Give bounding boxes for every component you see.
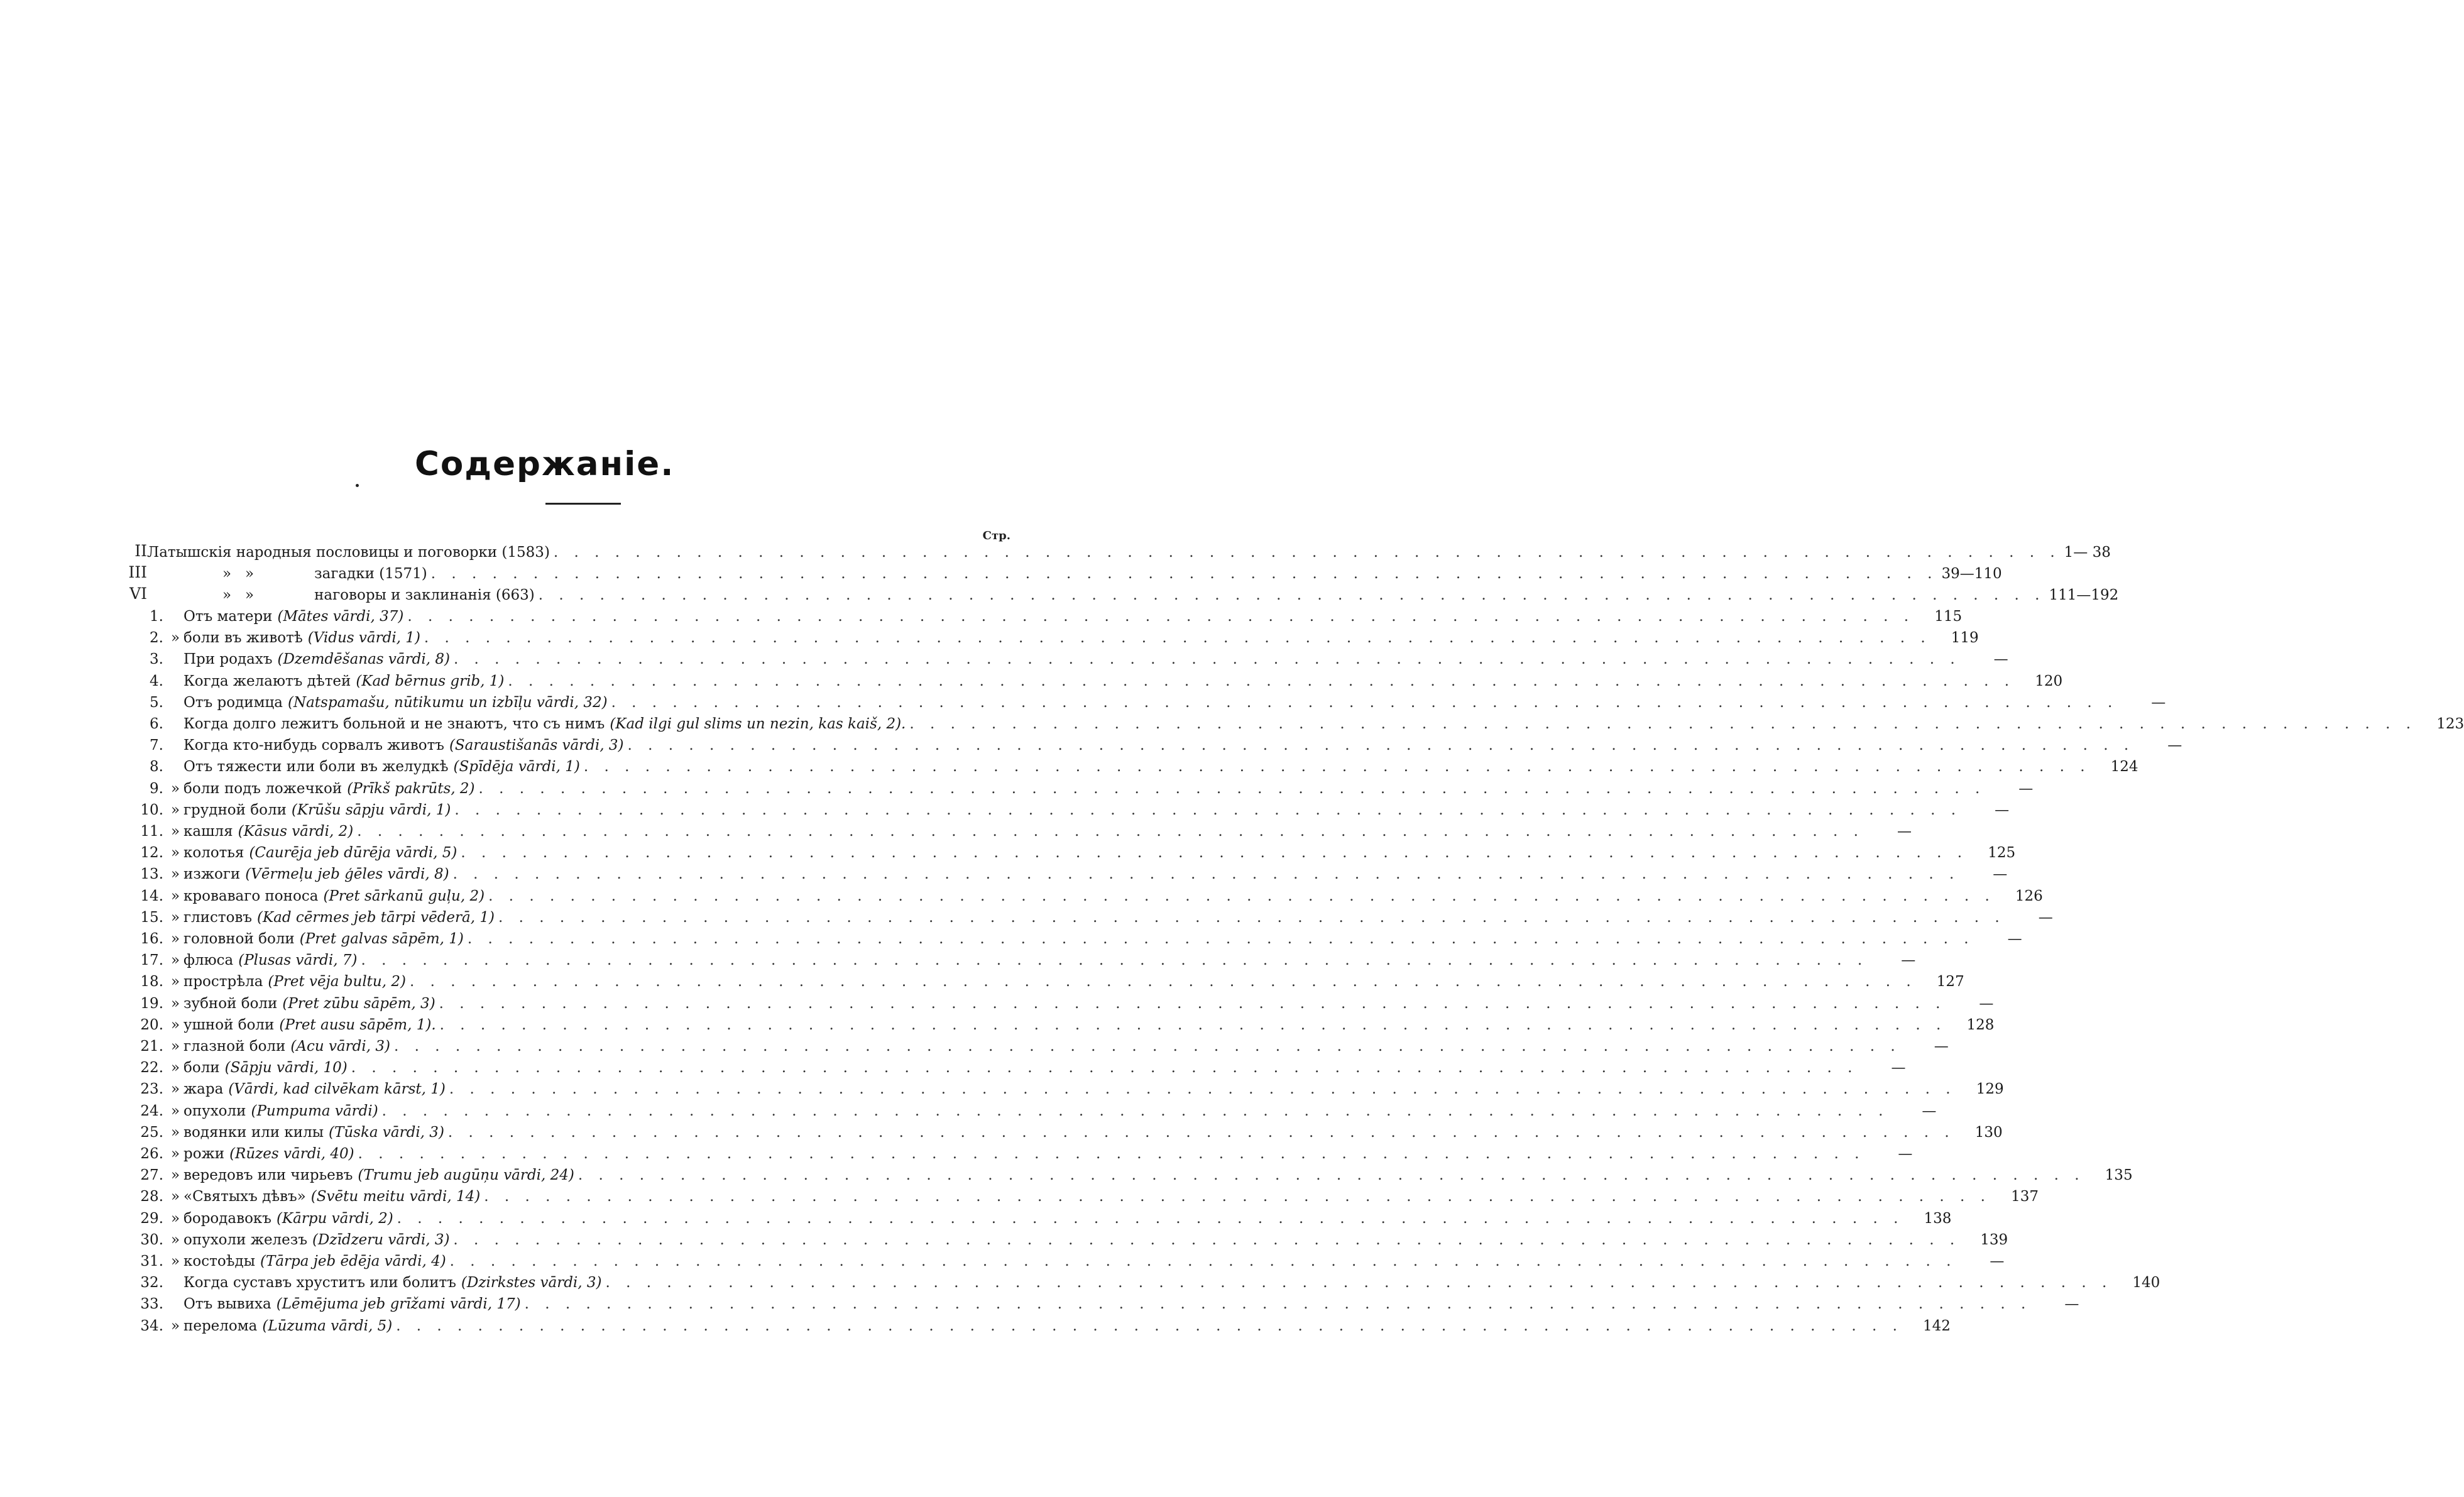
dot-leader: . . . . . . . . . . . . . . . . . . . . . . . . . . . . . . . . . . . . . . . . . . . . . . . . . . . . . . . . . . . . . . . . . . . . . . . . . . [449, 1253, 1957, 1269]
page-number: 129 [1976, 1081, 2004, 1098]
page-number: 119 [1951, 630, 1979, 647]
section-title: наговоры и заклинанія (663) [314, 587, 535, 603]
entry-title: Когда кто-нибудь сорвалъ животъ [183, 737, 444, 754]
entry-latvian-title: (Vērmeļu jeb ģēles vārdi, 8) [245, 866, 449, 883]
entry-latvian-title: (Tūska vārdi, 3) [329, 1124, 444, 1141]
toc-entry [137, 759, 2138, 780]
dot-leader: . . . . . . . . . . . . . . . . . . . . . . . . . . . . . . . . . . . . . . . . . . . . . . . . . . . . . . . . . . . . . . . . . . . . . . . . . . [461, 845, 1968, 862]
entry-latvian-title: (Svētu meitu vārdi, 14) [310, 1188, 481, 1205]
entry-latvian-title: (Tārpa jeb ēdēja vārdi, 4) [260, 1253, 446, 1269]
page-number: 124 [2110, 759, 2138, 776]
dot-leader: . . . . . . . . . . . . . . . . . . . . . . . . . . . . . . . . . . . . . . . . . . . . . . . . . . . . . . . . . . . . . . . . . . . . . . . . . . [524, 1296, 2032, 1313]
entry-title: Отъ вывиха [183, 1296, 271, 1313]
entry-title: При родахъ [183, 651, 273, 668]
entry-number: 15. [140, 909, 163, 926]
dot-leader: . . . . . . . . . . . . . . . . . . . . . . . . . . . . . . . . . . . . . . . . . . . . . . . . . . . . . . . . . . . . . . . . . . . . . . . . . . [484, 1188, 1991, 1205]
ditto-mark: » [170, 1081, 180, 1098]
entry-number: 28. [140, 1188, 163, 1205]
entry-latvian-title: (Pret vēja bultu, 2) [268, 973, 406, 990]
entry-title: костоѣды [183, 1253, 256, 1269]
entry-number: 3. [150, 651, 163, 668]
toc-entry [137, 1146, 1913, 1167]
page-number: — [1993, 866, 2008, 883]
entry-latvian-title: (Rūzes vārdi, 40) [229, 1146, 354, 1162]
dot-leader: . . . . . . . . . . . . . . . . . . . . . . . . . . . . . . . . . . . . . . . . . . . . . . . . . . . . . . . . . . . . . . . . . . . . . . . . . . [453, 651, 1961, 668]
toc-entry [137, 1167, 2133, 1188]
dot-leader: . . . . . . . . . . . . . . . . . . . . . . . . . . . . . . . . . . . . . . . . . . . . . . . . . . . . . . . . . . . . . . . . . . . . . . . . . . [439, 1016, 1947, 1033]
entry-title: флюса [183, 952, 234, 969]
entry-latvian-title: (Sāpju vārdi, 10) [224, 1060, 348, 1077]
entry-title: Когда суставъ хруститъ или болитъ [183, 1275, 456, 1291]
dot-leader: . . . . . . . . . . . . . . . . . . . . . . . . . . . . . . . . . . . . . . . . . . . . . . . . . . . . . . . . . . . . . . . . . . . . . . . . . . [358, 1146, 1865, 1162]
entry-number: 7. [150, 737, 163, 754]
ditto-mark: » [170, 845, 180, 862]
toc-entry [137, 1275, 2160, 1296]
dot-leader: . . . . . . . . . . . . . . . . . . . . . . . . . . . . . . . . . . . . . . . . . . . . . . . . . . . . . . . . . . . . . . . . . . . . . . . . . . [553, 544, 2061, 561]
toc-entry [137, 801, 2010, 823]
entry-number: 29. [140, 1210, 163, 1227]
entry-title: глистовъ [183, 909, 253, 926]
entry-title: кашля [183, 823, 233, 840]
entry-number: 5. [150, 694, 163, 711]
entry-latvian-title: (Dzirkstes vārdi, 3) [461, 1275, 602, 1291]
entry-latvian-title: (Acu vārdi, 3) [290, 1038, 390, 1055]
entry-number: 33. [140, 1296, 163, 1313]
toc-entry [137, 716, 2464, 737]
entry-latvian-title: (Pumpuma vārdi) [251, 1102, 378, 1119]
entry-number: 4. [150, 672, 163, 689]
entry-latvian-title: (Kad bērnus grib, 1) [356, 672, 505, 689]
dot-leader: . . . . . . . . . . . . . . . . . . . . . . . . . . . . . . . . . . . . . . . . . . . . . . . . . . . . . . . . . . . . . . . . . . . . . . . . . . [909, 716, 2417, 732]
toc-entry [137, 780, 2034, 802]
dot-leader: . . . . . . . . . . . . . . . . . . . . . . . . . . . . . . . . . . . . . . . . . . . . . . . . . . . . . . . . . . . . . . . . . . . . . . . . . . [393, 1038, 1901, 1055]
page-number: — [2018, 780, 2034, 797]
entry-number: 21. [140, 1038, 163, 1055]
toc-entry [137, 887, 2043, 909]
toc-entry [137, 1081, 2004, 1102]
entry-number: 34. [140, 1317, 163, 1334]
section-row [147, 544, 2111, 566]
toc-entry [137, 931, 2022, 952]
entry-title: боли подъ ложечкой [183, 780, 342, 797]
page-number: — [2038, 909, 2053, 926]
ditto-mark: » [170, 995, 180, 1012]
entry-title: кроваваго поноса [183, 887, 319, 904]
dot-leader: . . . . . . . . . . . . . . . . . . . . . . . . . . . . . . . . . . . . . . . . . . . . . . . . . . . . . . . . . . . . . . . . . . . . . . . . . . [605, 1275, 2113, 1291]
entry-latvian-title: (Natspamašu, nūtikumu un izbīļu vārdi, 32) [287, 694, 608, 711]
dot-leader: . . . . . . . . . . . . . . . . . . . . . . . . . . . . . . . . . . . . . . . . . . . . . . . . . . . . . . . . . . . . . . . . . . . . . . . . . . [357, 823, 1864, 840]
page-number: — [1993, 651, 2008, 668]
page-number: 139 [1980, 1231, 2008, 1248]
entry-title: Когда желаютъ дѣтей [183, 672, 351, 689]
dot-leader: . . . . . . . . . . . . . . . . . . . . . . . . . . . . . . . . . . . . . . . . . . . . . . . . . . . . . . . . . . . . . . . . . . . . . . . . . . [508, 672, 2015, 689]
print-speck [356, 484, 359, 487]
page-number: — [1898, 1146, 1913, 1162]
entry-latvian-title: (Vārdi, kad cilvēkam kārst, 1) [228, 1081, 446, 1098]
toc-entry [137, 1296, 2079, 1317]
page-number: 137 [2011, 1188, 2039, 1205]
page-number: 140 [2132, 1275, 2160, 1291]
dot-leader: . . . . . . . . . . . . . . . . . . . . . . . . . . . . . . . . . . . . . . . . . . . . . . . . . . . . . . . . . . . . . . . . . . . . . . . . . . [538, 587, 2045, 603]
entry-latvian-title: (Kad ilgi gul slims un nezin, kas kaiš, 2). [610, 716, 906, 732]
page-number: 135 [2105, 1167, 2133, 1184]
dot-leader: . . . . . . . . . . . . . . . . . . . . . . . . . . . . . . . . . . . . . . . . . . . . . . . . . . . . . . . . . . . . . . . . . . . . . . . . . . [351, 1060, 1858, 1077]
toc-entry [137, 1060, 1906, 1081]
page-number: 130 [1974, 1124, 2003, 1141]
dot-leader: . . . . . . . . . . . . . . . . . . . . . . . . . . . . . . . . . . . . . . . . . . . . . . . . . . . . . . . . . . . . . . . . . . . . . . . . . . [627, 737, 2135, 754]
ditto-mark: » [170, 973, 180, 990]
toc-entry [137, 694, 2166, 716]
dot-leader: . . . . . . . . . . . . . . . . . . . . . . . . . . . . . . . . . . . . . . . . . . . . . . . . . . . . . . . . . . . . . . . . . . . . . . . . . . [424, 630, 1931, 647]
entry-title: изжоги [183, 866, 241, 883]
entry-number: 2. [150, 630, 163, 647]
entry-title: бородавокъ [183, 1210, 271, 1227]
toc-entry [137, 651, 2008, 672]
entry-title: опухоли железъ [183, 1231, 307, 1248]
toc-entry [137, 1124, 2003, 1146]
dot-leader: . . . . . . . . . . . . . . . . . . . . . . . . . . . . . . . . . . . . . . . . . . . . . . . . . . . . . . . . . . . . . . . . . . . . . . . . . . [454, 801, 1962, 818]
entry-latvian-title: (Lēmējuma jeb grīžami vārdi, 17) [276, 1296, 521, 1313]
ditto-mark: » [170, 1038, 180, 1055]
ditto-mark: » [170, 1060, 180, 1077]
entry-title: глазной боли [183, 1038, 286, 1055]
entry-number: 9. [150, 780, 163, 797]
entry-title: Отъ матери [183, 608, 273, 625]
entry-latvian-title: (Pret ausu sāpēm, 1). [279, 1016, 436, 1033]
page-number: 127 [1936, 973, 1964, 990]
dot-leader: . . . . . . . . . . . . . . . . . . . . . . . . . . . . . . . . . . . . . . . . . . . . . . . . . . . . . . . . . . . . . . . . . . . . . . . . . . [409, 973, 1917, 990]
section-roman-numeral: II [134, 542, 147, 560]
toc-entry [137, 866, 2008, 887]
page-number: 126 [2015, 887, 2043, 904]
entry-number: 27. [140, 1167, 163, 1184]
entry-number: 17. [140, 952, 163, 969]
page-number: — [1979, 995, 1994, 1012]
ditto-mark: » [170, 1124, 180, 1141]
dot-leader: . . . . . . . . . . . . . . . . . . . . . . . . . . . . . . . . . . . . . . . . . . . . . . . . . . . . . . . . . . . . . . . . . . . . . . . . . . [453, 1231, 1961, 1248]
page-number: — [1897, 823, 1912, 840]
toc-entry [137, 1210, 1952, 1232]
toc-entry [137, 1102, 1937, 1124]
page-number: — [2007, 931, 2022, 947]
toc-entry [137, 1317, 1951, 1339]
toc-entry [137, 1253, 2005, 1275]
toc-entry [137, 737, 2182, 759]
entry-title: головной боли [183, 931, 295, 947]
entry-latvian-title: (Prīkš pakrūts, 2) [347, 780, 475, 797]
ditto-mark: » [170, 630, 180, 647]
page-range: 111—192 [2049, 587, 2119, 603]
entry-latvian-title: (Caurēja jeb dūrēja vārdi, 5) [249, 845, 457, 862]
entry-number: 16. [140, 931, 163, 947]
dot-leader: . . . . . . . . . . . . . . . . . . . . . . . . . . . . . . . . . . . . . . . . . . . . . . . . . . . . . . . . . . . . . . . . . . . . . . . . . . [467, 931, 1974, 947]
ditto-mark: » [170, 1167, 180, 1184]
entry-latvian-title: (Pret zūbu sāpēm, 3) [282, 995, 435, 1012]
dot-leader: . . . . . . . . . . . . . . . . . . . . . . . . . . . . . . . . . . . . . . . . . . . . . . . . . . . . . . . . . . . . . . . . . . . . . . . . . . [478, 780, 1986, 797]
entry-number: 32. [140, 1275, 163, 1291]
entry-number: 8. [150, 759, 163, 776]
entry-latvian-title: (Kad cērmes jeb tārpi vēderā, 1) [257, 909, 495, 926]
entry-latvian-title: (Krūšu sāpju vārdi, 1) [291, 801, 451, 818]
dot-leader: . . . . . . . . . . . . . . . . . . . . . . . . . . . . . . . . . . . . . . . . . . . . . . . . . . . . . . . . . . . . . . . . . . . . . . . . . . [361, 952, 1868, 969]
ditto-mark: » [170, 1146, 180, 1162]
entry-latvian-title: (Lūzuma vārdi, 5) [262, 1317, 393, 1334]
entry-title: боли въ животѣ [183, 630, 303, 647]
entry-title: колотья [183, 845, 244, 862]
entry-title: опухоли [183, 1102, 246, 1119]
title-underline [545, 503, 621, 505]
dot-leader: . . . . . . . . . . . . . . . . . . . . . . . . . . . . . . . . . . . . . . . . . . . . . . . . . . . . . . . . . . . . . . . . . . . . . . . . . . [611, 694, 2118, 711]
entry-title: прострѣла [183, 973, 263, 990]
page-range: 39—110 [1941, 566, 2002, 582]
dot-leader: . . . . . . . . . . . . . . . . . . . . . . . . . . . . . . . . . . . . . . . . . . . . . . . . . . . . . . . . . . . . . . . . . . . . . . . . . . [397, 1210, 1904, 1227]
ditto-mark: » [170, 1188, 180, 1205]
section-row [147, 566, 2002, 587]
entry-latvian-title: (Saraustišanās vārdi, 3) [449, 737, 624, 754]
entry-latvian-title: (Kāsus vārdi, 2) [238, 823, 354, 840]
page-range: 1— 38 [2064, 544, 2111, 561]
page-number: — [2151, 694, 2166, 711]
ditto-mark: » [170, 780, 180, 797]
dot-leader: . . . . . . . . . . . . . . . . . . . . . . . . . . . . . . . . . . . . . . . . . . . . . . . . . . . . . . . . . . . . . . . . . . . . . . . . . . [583, 759, 2091, 776]
entry-latvian-title: (Vidus vārdi, 1) [307, 630, 420, 647]
ditto-marks: » » [222, 566, 255, 582]
ditto-mark: » [170, 1253, 180, 1269]
entry-title: боли [183, 1060, 220, 1077]
entry-latvian-title: (Trumu jeb augūņu vārdi, 24) [358, 1167, 574, 1184]
entry-number: 20. [140, 1016, 163, 1033]
page-number: — [2064, 1296, 2079, 1313]
ditto-mark: » [170, 909, 180, 926]
entry-number: 31. [140, 1253, 163, 1269]
entry-title: рожи [183, 1146, 225, 1162]
entry-number: 11. [140, 823, 163, 840]
entry-number: 30. [140, 1231, 163, 1248]
entry-latvian-title: (Mātes vārdi, 37) [277, 608, 404, 625]
section-title: загадки (1571) [314, 566, 427, 582]
entry-title: Отъ родимца [183, 694, 283, 711]
dot-leader: . . . . . . . . . . . . . . . . . . . . . . . . . . . . . . . . . . . . . . . . . . . . . . . . . . . . . . . . . . . . . . . . . . . . . . . . . . [396, 1317, 1903, 1334]
page-number: 115 [1934, 608, 1963, 625]
toc-entry [137, 608, 1963, 630]
ditto-mark: » [170, 1231, 180, 1248]
toc-entry [137, 1038, 1949, 1060]
entry-number: 1. [150, 608, 163, 625]
entry-latvian-title: (Pret galvas sāpēm, 1) [299, 931, 464, 947]
entry-number: 6. [150, 716, 163, 732]
toc-entry [137, 1231, 2008, 1253]
entry-latvian-title: (Dzemdēšanas vārdi, 8) [277, 651, 450, 668]
toc-entry [137, 823, 1912, 845]
entry-latvian-title: (Kārpu vārdi, 2) [276, 1210, 393, 1227]
dot-leader: . . . . . . . . . . . . . . . . . . . . . . . . . . . . . . . . . . . . . . . . . . . . . . . . . . . . . . . . . . . . . . . . . . . . . . . . . . [452, 866, 1960, 883]
page-number: — [1934, 1038, 1949, 1055]
ditto-mark: » [170, 931, 180, 947]
dot-leader: . . . . . . . . . . . . . . . . . . . . . . . . . . . . . . . . . . . . . . . . . . . . . . . . . . . . . . . . . . . . . . . . . . . . . . . . . . [430, 566, 1938, 582]
page-number: — [1922, 1102, 1937, 1119]
toc-entry [137, 845, 2016, 866]
ditto-mark: » [170, 1102, 180, 1119]
entry-latvian-title: (Dzīdzeru vārdi, 3) [312, 1231, 450, 1248]
entry-title: жара [183, 1081, 224, 1098]
entry-number: 14. [140, 887, 163, 904]
entry-title: перелома [183, 1317, 258, 1334]
entry-title: грудной боли [183, 801, 287, 818]
ditto-mark: » [170, 823, 180, 840]
toc-entry [137, 995, 1994, 1017]
entry-title: зубной боли [183, 995, 278, 1012]
page-number: — [1901, 952, 1916, 969]
ditto-mark: » [170, 866, 180, 883]
entry-number: 24. [140, 1102, 163, 1119]
ditto-mark: » [170, 887, 180, 904]
page-number: — [1990, 1253, 2005, 1269]
ditto-marks: » » [222, 587, 255, 603]
entry-title: ушной боли [183, 1016, 275, 1033]
section-row [147, 587, 2119, 608]
dot-leader: . . . . . . . . . . . . . . . . . . . . . . . . . . . . . . . . . . . . . . . . . . . . . . . . . . . . . . . . . . . . . . . . . . . . . . . . . . [498, 909, 2005, 926]
entry-title: водянки или килы [183, 1124, 324, 1141]
entry-number: 25. [140, 1124, 163, 1141]
entry-title: «Святыхъ дѣвъ» [183, 1188, 306, 1205]
ditto-mark: » [170, 1210, 180, 1227]
entry-number: 23. [140, 1081, 163, 1098]
entry-number: 22. [140, 1060, 163, 1077]
toc-entry [137, 973, 1964, 995]
entry-title: Отъ тяжести или боли въ желудкѣ [183, 759, 449, 776]
entry-latvian-title: (Pret sārkanū guļu, 2) [323, 887, 485, 904]
section-roman-numeral: VI [129, 584, 147, 603]
entry-number: 12. [140, 845, 163, 862]
page-column-label: Стр. [982, 529, 1010, 542]
dot-leader: . . . . . . . . . . . . . . . . . . . . . . . . . . . . . . . . . . . . . . . . . . . . . . . . . . . . . . . . . . . . . . . . . . . . . . . . . . [449, 1081, 1956, 1098]
ditto-mark: » [170, 952, 180, 969]
toc-entry [137, 672, 2063, 694]
page-number: — [1891, 1060, 1906, 1077]
section-roman-numeral: III [128, 563, 147, 581]
page-number: 120 [2035, 672, 2063, 689]
entry-number: 26. [140, 1146, 163, 1162]
ditto-mark: » [170, 1317, 180, 1334]
dot-leader: . . . . . . . . . . . . . . . . . . . . . . . . . . . . . . . . . . . . . . . . . . . . . . . . . . . . . . . . . . . . . . . . . . . . . . . . . . [407, 608, 1915, 625]
toc-entry [137, 909, 2053, 931]
page-number: 123 [2436, 716, 2464, 732]
dot-leader: . . . . . . . . . . . . . . . . . . . . . . . . . . . . . . . . . . . . . . . . . . . . . . . . . . . . . . . . . . . . . . . . . . . . . . . . . . [578, 1167, 2085, 1184]
entry-title: Когда долго лежитъ больной и не знаютъ, что съ нимъ [183, 716, 605, 732]
ditto-mark: » [170, 1016, 180, 1033]
dot-leader: . . . . . . . . . . . . . . . . . . . . . . . . . . . . . . . . . . . . . . . . . . . . . . . . . . . . . . . . . . . . . . . . . . . . . . . . . . [488, 887, 1995, 904]
entry-number: 10. [140, 801, 163, 818]
entry-latvian-title: (Spīdēja vārdi, 1) [453, 759, 580, 776]
ditto-mark: » [170, 801, 180, 818]
toc-entry [137, 1188, 2039, 1210]
page-number: 128 [1966, 1016, 1995, 1033]
dot-leader: . . . . . . . . . . . . . . . . . . . . . . . . . . . . . . . . . . . . . . . . . . . . . . . . . . . . . . . . . . . . . . . . . . . . . . . . . . [439, 995, 1946, 1012]
section-title: Латышскія народныя пословицы и поговорки (1583) [147, 544, 550, 561]
entry-latvian-title: (Plusas vārdi, 7) [238, 952, 358, 969]
page-number: — [2167, 737, 2182, 754]
entry-number: 18. [140, 973, 163, 990]
page-number: 142 [1923, 1317, 1951, 1334]
page-number: 138 [1924, 1210, 1952, 1227]
entry-number: 19. [140, 995, 163, 1012]
entry-number: 13. [140, 866, 163, 883]
toc-entry [137, 630, 1979, 651]
dot-leader: . . . . . . . . . . . . . . . . . . . . . . . . . . . . . . . . . . . . . . . . . . . . . . . . . . . . . . . . . . . . . . . . . . . . . . . . . . [447, 1124, 1955, 1141]
entry-title: вередовъ или чирьевъ [183, 1167, 353, 1184]
toc-entry [137, 952, 1916, 973]
page-title: Содержаніе. [415, 445, 675, 483]
page-number: — [1995, 801, 2010, 818]
toc-entry [137, 1016, 1995, 1038]
page-number: 125 [1988, 845, 2016, 862]
dot-leader: . . . . . . . . . . . . . . . . . . . . . . . . . . . . . . . . . . . . . . . . . . . . . . . . . . . . . . . . . . . . . . . . . . . . . . . . . . [381, 1102, 1889, 1119]
